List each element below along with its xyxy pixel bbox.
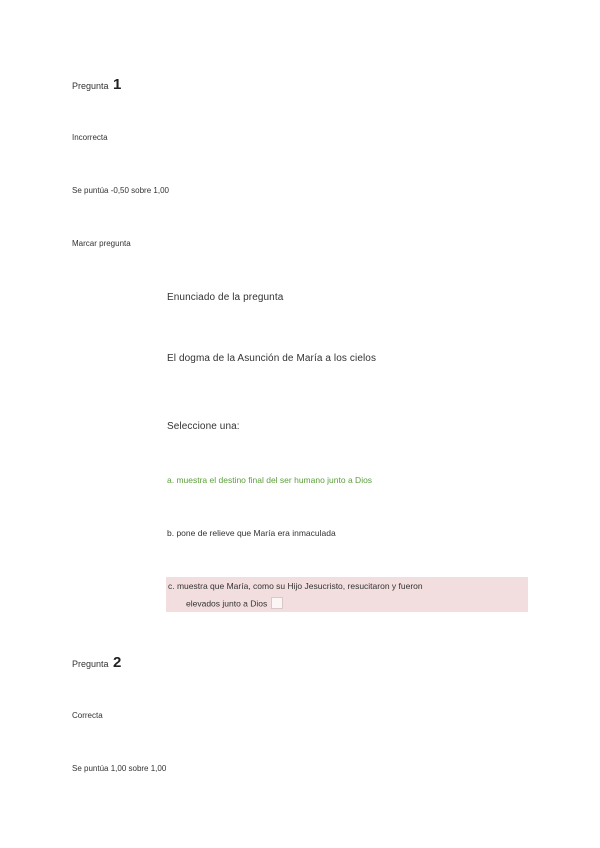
question-1-status: Incorrecta — [72, 133, 108, 142]
question-1-label — [72, 76, 121, 93]
answer-option-c-continued — [186, 598, 283, 610]
question-label-text: Pregunta — [72, 659, 109, 669]
question-prompt-heading: Enunciado de la pregunta — [167, 292, 284, 303]
question-text: El dogma de la Asunción de María a los cielos — [167, 353, 377, 364]
flag-question-link[interactable]: Marcar pregunta — [72, 239, 131, 248]
answer-option-c-line2: elevados junto a Dios — [186, 598, 268, 609]
question-2-score: Se puntúa 1,00 sobre 1,00 — [72, 764, 167, 773]
answer-option-b[interactable]: b. pone de relieve que María era inmaculada — [167, 528, 336, 538]
question-1-score: Se puntúa -0,50 sobre 1,00 — [72, 186, 169, 195]
select-one-prompt: Seleccione una: — [167, 421, 240, 432]
question-2-label — [72, 654, 121, 671]
checkbox-icon — [271, 597, 283, 609]
answer-option-c[interactable]: c. muestra que María, como su Hijo Jesucristo, resucitaron y fueron — [168, 581, 423, 591]
question-label-text: Pregunta — [72, 81, 109, 91]
question-number: 1 — [113, 76, 122, 93]
question-number: 2 — [113, 654, 122, 671]
question-2-status: Correcta — [72, 711, 103, 720]
answer-option-a[interactable]: a. muestra el destino final del ser humano junto a Dios — [167, 475, 373, 485]
